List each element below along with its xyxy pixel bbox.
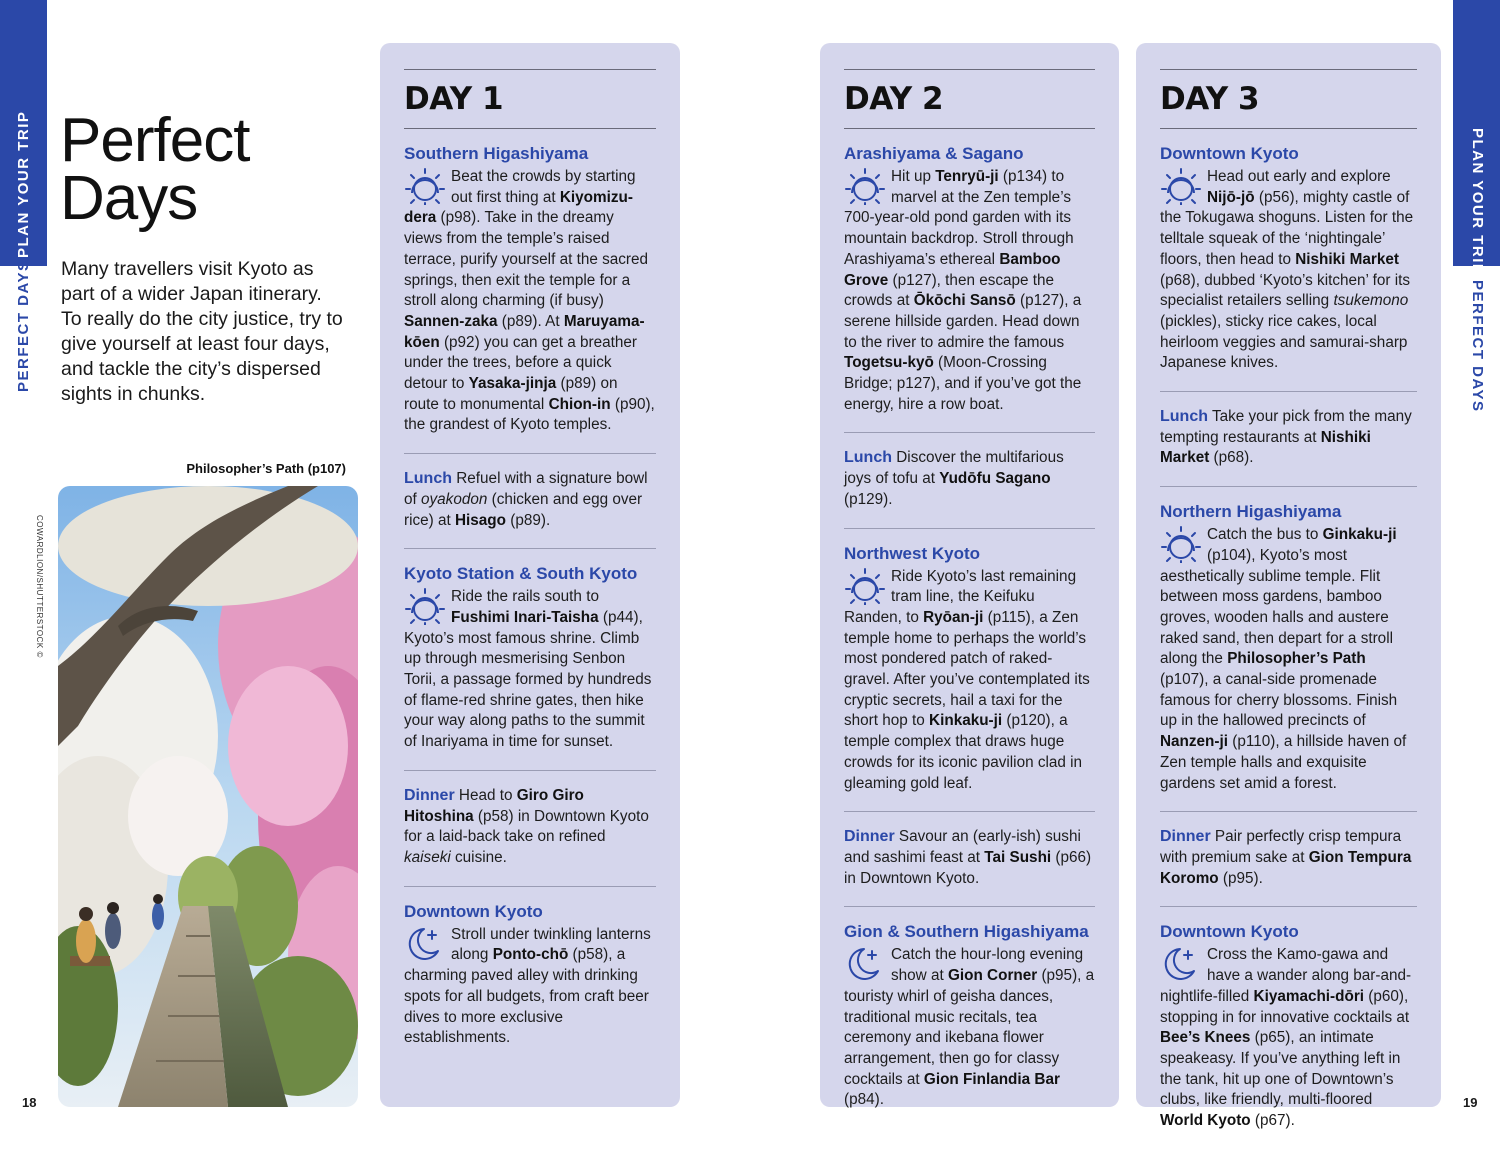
page-number-left: 18 <box>22 1095 37 1110</box>
area-heading: Northwest Kyoto <box>844 543 980 563</box>
place-name: Bee’s Knees <box>1160 1029 1251 1047</box>
text-run: (p68), dubbed ‘Kyoto’s kitchen’ for its specialist retailers selling <box>1160 271 1410 310</box>
area-heading: Gion & Southern Higashiyama <box>844 922 1089 942</box>
place-name: Gion Tempura Koromo <box>1160 848 1412 887</box>
lunch-section <box>404 454 656 549</box>
section-body <box>1160 167 1417 374</box>
meal-label: Lunch <box>404 470 452 488</box>
lunch-section <box>1160 392 1417 487</box>
place-name: Tai Sushi <box>984 848 1052 866</box>
text-run: cuisine. <box>450 848 507 866</box>
sun-icon <box>404 585 446 625</box>
itinerary-section <box>844 529 1095 813</box>
area-heading: Downtown Kyoto <box>1160 922 1299 942</box>
itinerary-section <box>844 907 1095 1128</box>
text-run: (p67). <box>1250 1112 1295 1130</box>
text-run: (p127), then escape the crowds at <box>844 271 1055 310</box>
day-title: DAY 2 <box>844 81 944 117</box>
place-name: Chion-in <box>548 395 611 413</box>
text-run: (p60), stopping in for innovative cocktails at <box>1160 987 1410 1026</box>
day-1-panel <box>380 43 680 1107</box>
place-name: Kinkaku-ji <box>929 712 1003 730</box>
section-body <box>1160 525 1417 794</box>
text-run: (p120), a temple complex that draws huge crowds for its iconic pavilion clad in gleaming gold leaf. <box>844 712 1083 792</box>
text-run: (p98). Take in the dreamy views from the temple’s raised terrace, purify yourself at the sacred springs, then exit the temple for a stroll along charming (if busy) <box>404 209 649 310</box>
meal-label: Lunch <box>1160 408 1208 426</box>
philosophers-path-photo <box>58 486 358 1107</box>
section-body <box>404 786 656 869</box>
text-run: Refuel with a signature bowl of <box>404 470 648 508</box>
section-body <box>844 827 1095 889</box>
itinerary-section <box>1160 487 1417 812</box>
place-name: Tenryū-ji <box>935 168 999 185</box>
text-run: (p84). <box>844 1091 884 1109</box>
area-heading: Northern Higashiyama <box>1160 502 1342 522</box>
text-run: (p127), a serene hillside garden. Head down to the river to admire the famous <box>844 292 1082 351</box>
right-section-tab <box>1453 0 1500 1154</box>
place-name: Kiyamachi-dōri <box>1253 987 1365 1005</box>
sun-icon <box>844 165 886 205</box>
meal-label: Dinner <box>844 828 895 846</box>
place-name: Hisago <box>455 511 506 529</box>
day-title: DAY 1 <box>404 81 504 117</box>
area-heading: Southern Higashiyama <box>404 144 589 163</box>
meal-label: Dinner <box>404 786 455 804</box>
emphasis-term: tsukemono <box>1333 292 1409 310</box>
page-title-line-1: Perfect <box>60 106 250 175</box>
place-name: Gion Corner <box>947 967 1038 985</box>
text-run: Stroll under twinkling lanterns along <box>451 925 651 964</box>
text-run: Ride Kyoto’s last remaining tram line, the Keifuku Randen, to <box>844 567 1077 626</box>
section-body <box>404 167 656 436</box>
text-run: (p89). <box>506 511 551 529</box>
sun-icon <box>404 165 446 205</box>
day-2-panel <box>820 43 1119 1107</box>
text-run: Discover the multifarious joys of tofu at <box>844 449 1064 488</box>
dinner-section <box>1160 812 1417 907</box>
place-name: Nishiki Market <box>1295 250 1399 268</box>
text-run: (p129). <box>844 490 893 508</box>
text-run: Catch the bus to <box>1207 526 1323 544</box>
text-run: (p89) on route to monumental <box>404 375 618 413</box>
text-run: (p58), a charming paved alley with drinking spots for all budgets, from craft beer dives to more exclusive establishments. <box>404 946 649 1047</box>
text-run: (p92) you can get a breather under the trees, before a quick detour to <box>404 333 637 393</box>
section-body <box>1160 407 1417 469</box>
text-run: (chicken and egg over rice) at <box>404 490 643 529</box>
section-body <box>404 587 656 753</box>
place-name: Ponto-chō <box>492 946 569 964</box>
text-run: Catch the hour-long evening show at <box>891 946 1084 985</box>
place-name: Bamboo Grove <box>844 250 1061 289</box>
text-run: Beat the crowds by starting out first thing at <box>451 168 636 206</box>
text-run: (p56), mighty castle of the Tokugawa shoguns. Listen for the telltale squeak of the ‘nightingale’ floors, then head to <box>1160 188 1414 268</box>
text-run: (p68). <box>1209 449 1254 467</box>
dinner-section <box>404 771 656 887</box>
place-name: Maruyama-kōen <box>404 312 645 351</box>
page-title <box>60 106 250 233</box>
section-body <box>844 167 1095 415</box>
section-body <box>1160 827 1417 889</box>
area-heading: Downtown Kyoto <box>1160 144 1299 163</box>
text-run: (p89). At <box>497 312 564 330</box>
left-tab-plan-label: PLAN YOUR TRIP <box>15 110 32 258</box>
text-run: Head to <box>454 786 517 804</box>
text-run: (p65), an intimate speakeasy. If you’ve anything left in the tank, hit up one of Downtown’s clubs, like friendly, multi-floored <box>1160 1029 1401 1109</box>
text-run: Hit up <box>891 168 936 185</box>
place-name: Ōkōchi Sansō <box>913 292 1016 310</box>
place-name: Ryōan-ji <box>923 608 984 626</box>
place-name: Gion Finlandia Bar <box>923 1070 1060 1088</box>
text-run: Ride the rails south to <box>451 588 599 606</box>
meal-label: Lunch <box>844 449 892 467</box>
text-run: (Moon-Crossing Bridge; p127), and if you’ve got the energy, hire a row boat. <box>844 354 1082 413</box>
area-heading: Kyoto Station & South Kyoto <box>404 564 638 584</box>
place-name: World Kyoto <box>1160 1112 1251 1130</box>
text-run: (p95), a touristy whirl of geisha dances, traditional music recitals, tea ceremony and ikebana flower arrangement, then go for classy cocktails at <box>844 967 1095 1088</box>
sun-icon <box>1160 523 1202 563</box>
text-run: (p110), a hillside haven of Zen temple halls and exquisite gardens set amid a forest. <box>1160 733 1407 792</box>
text-run: Take your pick from the many tempting restaurants at <box>1160 408 1412 446</box>
day-3-panel <box>1136 43 1441 1130</box>
moon-icon <box>1160 943 1202 983</box>
photo-credit: COWARDLION/SHUTTERSTOCK © <box>35 515 44 658</box>
text-run: Head out early and explore <box>1207 168 1391 185</box>
sun-icon <box>844 565 886 605</box>
right-tab-section-label: PERFECT DAYS <box>1469 280 1486 413</box>
place-name: Ginkaku-ji <box>1322 526 1397 544</box>
text-run: (p66) in Downtown Kyoto. <box>844 848 1092 887</box>
area-heading: Arashiyama & Sagano <box>844 144 1024 163</box>
text-run: (p115), a Zen temple home to perhaps the world’s most pondered patch of raked-gravel. After you’ve contemplated its cryptic secrets, hail a taxi for the short hop to <box>844 608 1090 730</box>
emphasis-term: kaiseki <box>404 848 451 866</box>
text-run: (p104), Kyoto’s most aesthetically sublime temple. Flit between moss gardens, bamboo groves, wooden halls and austere raked sand, then depart for a stroll along the <box>1160 546 1393 668</box>
moon-icon <box>844 943 886 983</box>
text-run: (p95). <box>1218 869 1263 887</box>
sun-icon <box>1160 165 1202 205</box>
place-name: Yudōfu Sagano <box>939 470 1051 488</box>
itinerary-section <box>844 129 1095 433</box>
itinerary-section <box>404 549 656 771</box>
place-name: Yasaka-jinja <box>468 375 557 393</box>
section-body <box>844 567 1095 795</box>
lunch-section <box>844 433 1095 528</box>
itinerary-section <box>1160 907 1417 1148</box>
meal-label: Dinner <box>1160 828 1211 846</box>
place-name: Nijō-jō <box>1207 188 1255 206</box>
itinerary-section <box>404 887 656 1066</box>
moon-icon <box>404 923 446 963</box>
area-heading: Downtown Kyoto <box>404 901 543 921</box>
day-title: DAY 3 <box>1160 81 1260 117</box>
photo-caption: Philosopher’s Path (p107) <box>186 461 346 476</box>
text-run: (p134) to marvel at the Zen temple’s 700-year-old pond garden with its mountain backdrop. Stroll through Arashiyama’s ethereal <box>844 168 1074 268</box>
intro-paragraph: Many travellers visit Kyoto as part of a wider Japan itinerary. To really do the city justice, try to give yourself at least four days, and tackle the city’s dispersed sights in chunks. <box>61 258 343 405</box>
text-run: Savour an (early-ish) sushi and sashimi feast at <box>844 828 1081 866</box>
text-run: Pair perfectly crisp tempura with premium sake at <box>1160 828 1402 866</box>
dinner-section <box>844 812 1095 907</box>
section-body <box>1160 945 1417 1131</box>
itinerary-section <box>1160 129 1417 392</box>
section-body <box>404 469 656 531</box>
cherry-blossom-path-illustration <box>58 486 358 1107</box>
text-run: (p44), Kyoto’s most famous shrine. Climb up through mesmerising Senbon Torii, a passage formed by hundreds of flame-red shrine gates, then hike your way along paths to the summit of Inariyama in time for sunset. <box>404 608 652 751</box>
text-run: (p58) in Downtown Kyoto for a laid-back take on refined <box>404 807 649 846</box>
emphasis-term: oyakodon <box>421 490 488 508</box>
place-name: Fushimi Inari-Taisha <box>451 608 599 626</box>
section-body <box>844 945 1095 1111</box>
place-name: Sannen-zaka <box>404 312 498 330</box>
text-run: Cross the Kamo-gawa and have a wander along bar-and-nightlife-filled <box>1160 946 1412 1005</box>
place-name: Togetsu-kyō <box>844 354 934 372</box>
place-name: Nishiki Market <box>1160 428 1371 467</box>
place-name: Nanzen-ji <box>1160 733 1228 751</box>
page-number-right: 19 <box>1463 1095 1478 1110</box>
text-run: (pickles), sticky rice cakes, local heirloom veggies and samurai-sharp Japanese knives. <box>1160 312 1408 372</box>
place-name: Philosopher’s Path <box>1227 650 1366 668</box>
left-tab-section-label: PERFECT DAYS <box>15 259 32 392</box>
text-run: (p90), the grandest of Kyoto temples. <box>404 395 655 434</box>
place-name: Kiyomizu-dera <box>404 188 633 227</box>
itinerary-section <box>404 129 656 454</box>
page-title-line-2: Days <box>60 164 198 233</box>
section-body <box>844 448 1095 510</box>
text-run: (p107), a canal-side promenade famous for cherry blossoms. Finish up in the hallowed precincts of <box>1160 671 1398 730</box>
place-name: Giro Giro Hitoshina <box>404 786 584 825</box>
section-body <box>404 925 656 1049</box>
right-tab-plan-label: PLAN YOUR TRIP <box>1469 128 1486 276</box>
